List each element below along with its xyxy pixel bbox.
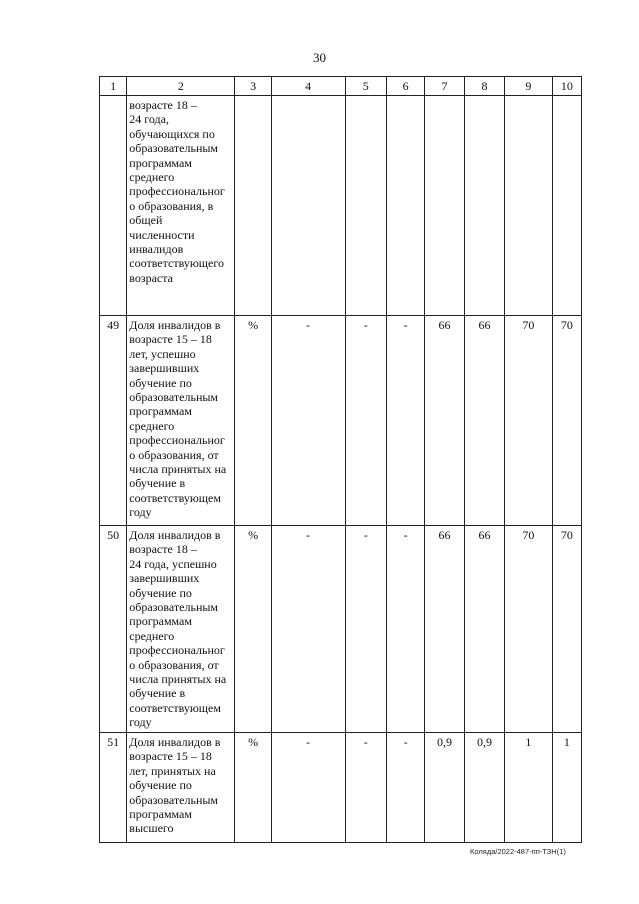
- value-cell: -: [386, 526, 424, 733]
- table-row: [100, 316, 582, 526]
- value-cell: -: [345, 526, 386, 733]
- value-cell: -: [271, 733, 345, 843]
- value-cell: [271, 96, 345, 316]
- column-header: 4: [271, 77, 345, 96]
- value-cell: 1: [505, 733, 552, 843]
- unit-cell: %: [235, 526, 271, 733]
- row-number: [100, 96, 127, 316]
- indicator-name: Доля инвалидов в возрасте 15 – 18 лет, успешно завершивших обучение по образовательным программам среднего профессиональног о образования, от числа принятых на обучение в соответствующем году: [127, 316, 235, 526]
- value-cell: [386, 96, 424, 316]
- value-cell: 70: [505, 316, 552, 526]
- indicator-name: возрасте 18 – 24 года, обучающихся по образовательным программам среднего профессиональног о образования, в общей численности инвалидов соответствующего возраста: [127, 96, 235, 316]
- page-number: 30: [313, 50, 326, 65]
- column-header: 1: [100, 77, 127, 96]
- column-header: 8: [464, 77, 504, 96]
- table-row: [100, 733, 582, 843]
- value-cell: -: [386, 733, 424, 843]
- column-header: 9: [505, 77, 552, 96]
- row-number: 51: [100, 733, 127, 843]
- unit-cell: [235, 96, 271, 316]
- value-cell: 70: [505, 526, 552, 733]
- value-cell: 66: [464, 526, 504, 733]
- value-cell: [464, 96, 504, 316]
- value-cell: [505, 96, 552, 316]
- value-cell: 66: [464, 316, 504, 526]
- value-cell: -: [271, 526, 345, 733]
- value-cell: 66: [425, 526, 464, 733]
- table-row: [100, 96, 582, 316]
- value-cell: [552, 96, 581, 316]
- value-cell: [425, 96, 464, 316]
- value-cell: 0,9: [425, 733, 464, 843]
- value-cell: -: [345, 316, 386, 526]
- column-header: 5: [345, 77, 386, 96]
- value-cell: [345, 96, 386, 316]
- value-cell: -: [271, 316, 345, 526]
- column-header: 10: [552, 77, 581, 96]
- row-number: 50: [100, 526, 127, 733]
- value-cell: 1: [552, 733, 581, 843]
- value-cell: 0,9: [464, 733, 504, 843]
- value-cell: 70: [552, 526, 581, 733]
- column-header: 6: [386, 77, 424, 96]
- table-header-row: [100, 77, 582, 96]
- value-cell: -: [386, 316, 424, 526]
- value-cell: -: [345, 733, 386, 843]
- column-header: 3: [235, 77, 271, 96]
- row-number: 49: [100, 316, 127, 526]
- indicator-name: Доля инвалидов в возрасте 15 – 18 лет, принятых на обучение по образовательным программам высшего: [127, 733, 235, 843]
- column-header: 2: [127, 77, 235, 96]
- document-footer-code: Коляда/2022-487-пп-ТЗН(1): [470, 847, 566, 856]
- value-cell: 70: [552, 316, 581, 526]
- value-cell: 66: [425, 316, 464, 526]
- indicators-table: [99, 76, 582, 843]
- table-row: [100, 526, 582, 733]
- unit-cell: %: [235, 316, 271, 526]
- column-header: 7: [425, 77, 464, 96]
- indicator-name: Доля инвалидов в возрасте 18 – 24 года, успешно завершивших обучение по образовательным программам среднего профессиональног о образования, от числа принятых на обучение в соответствующем году: [127, 526, 235, 733]
- unit-cell: %: [235, 733, 271, 843]
